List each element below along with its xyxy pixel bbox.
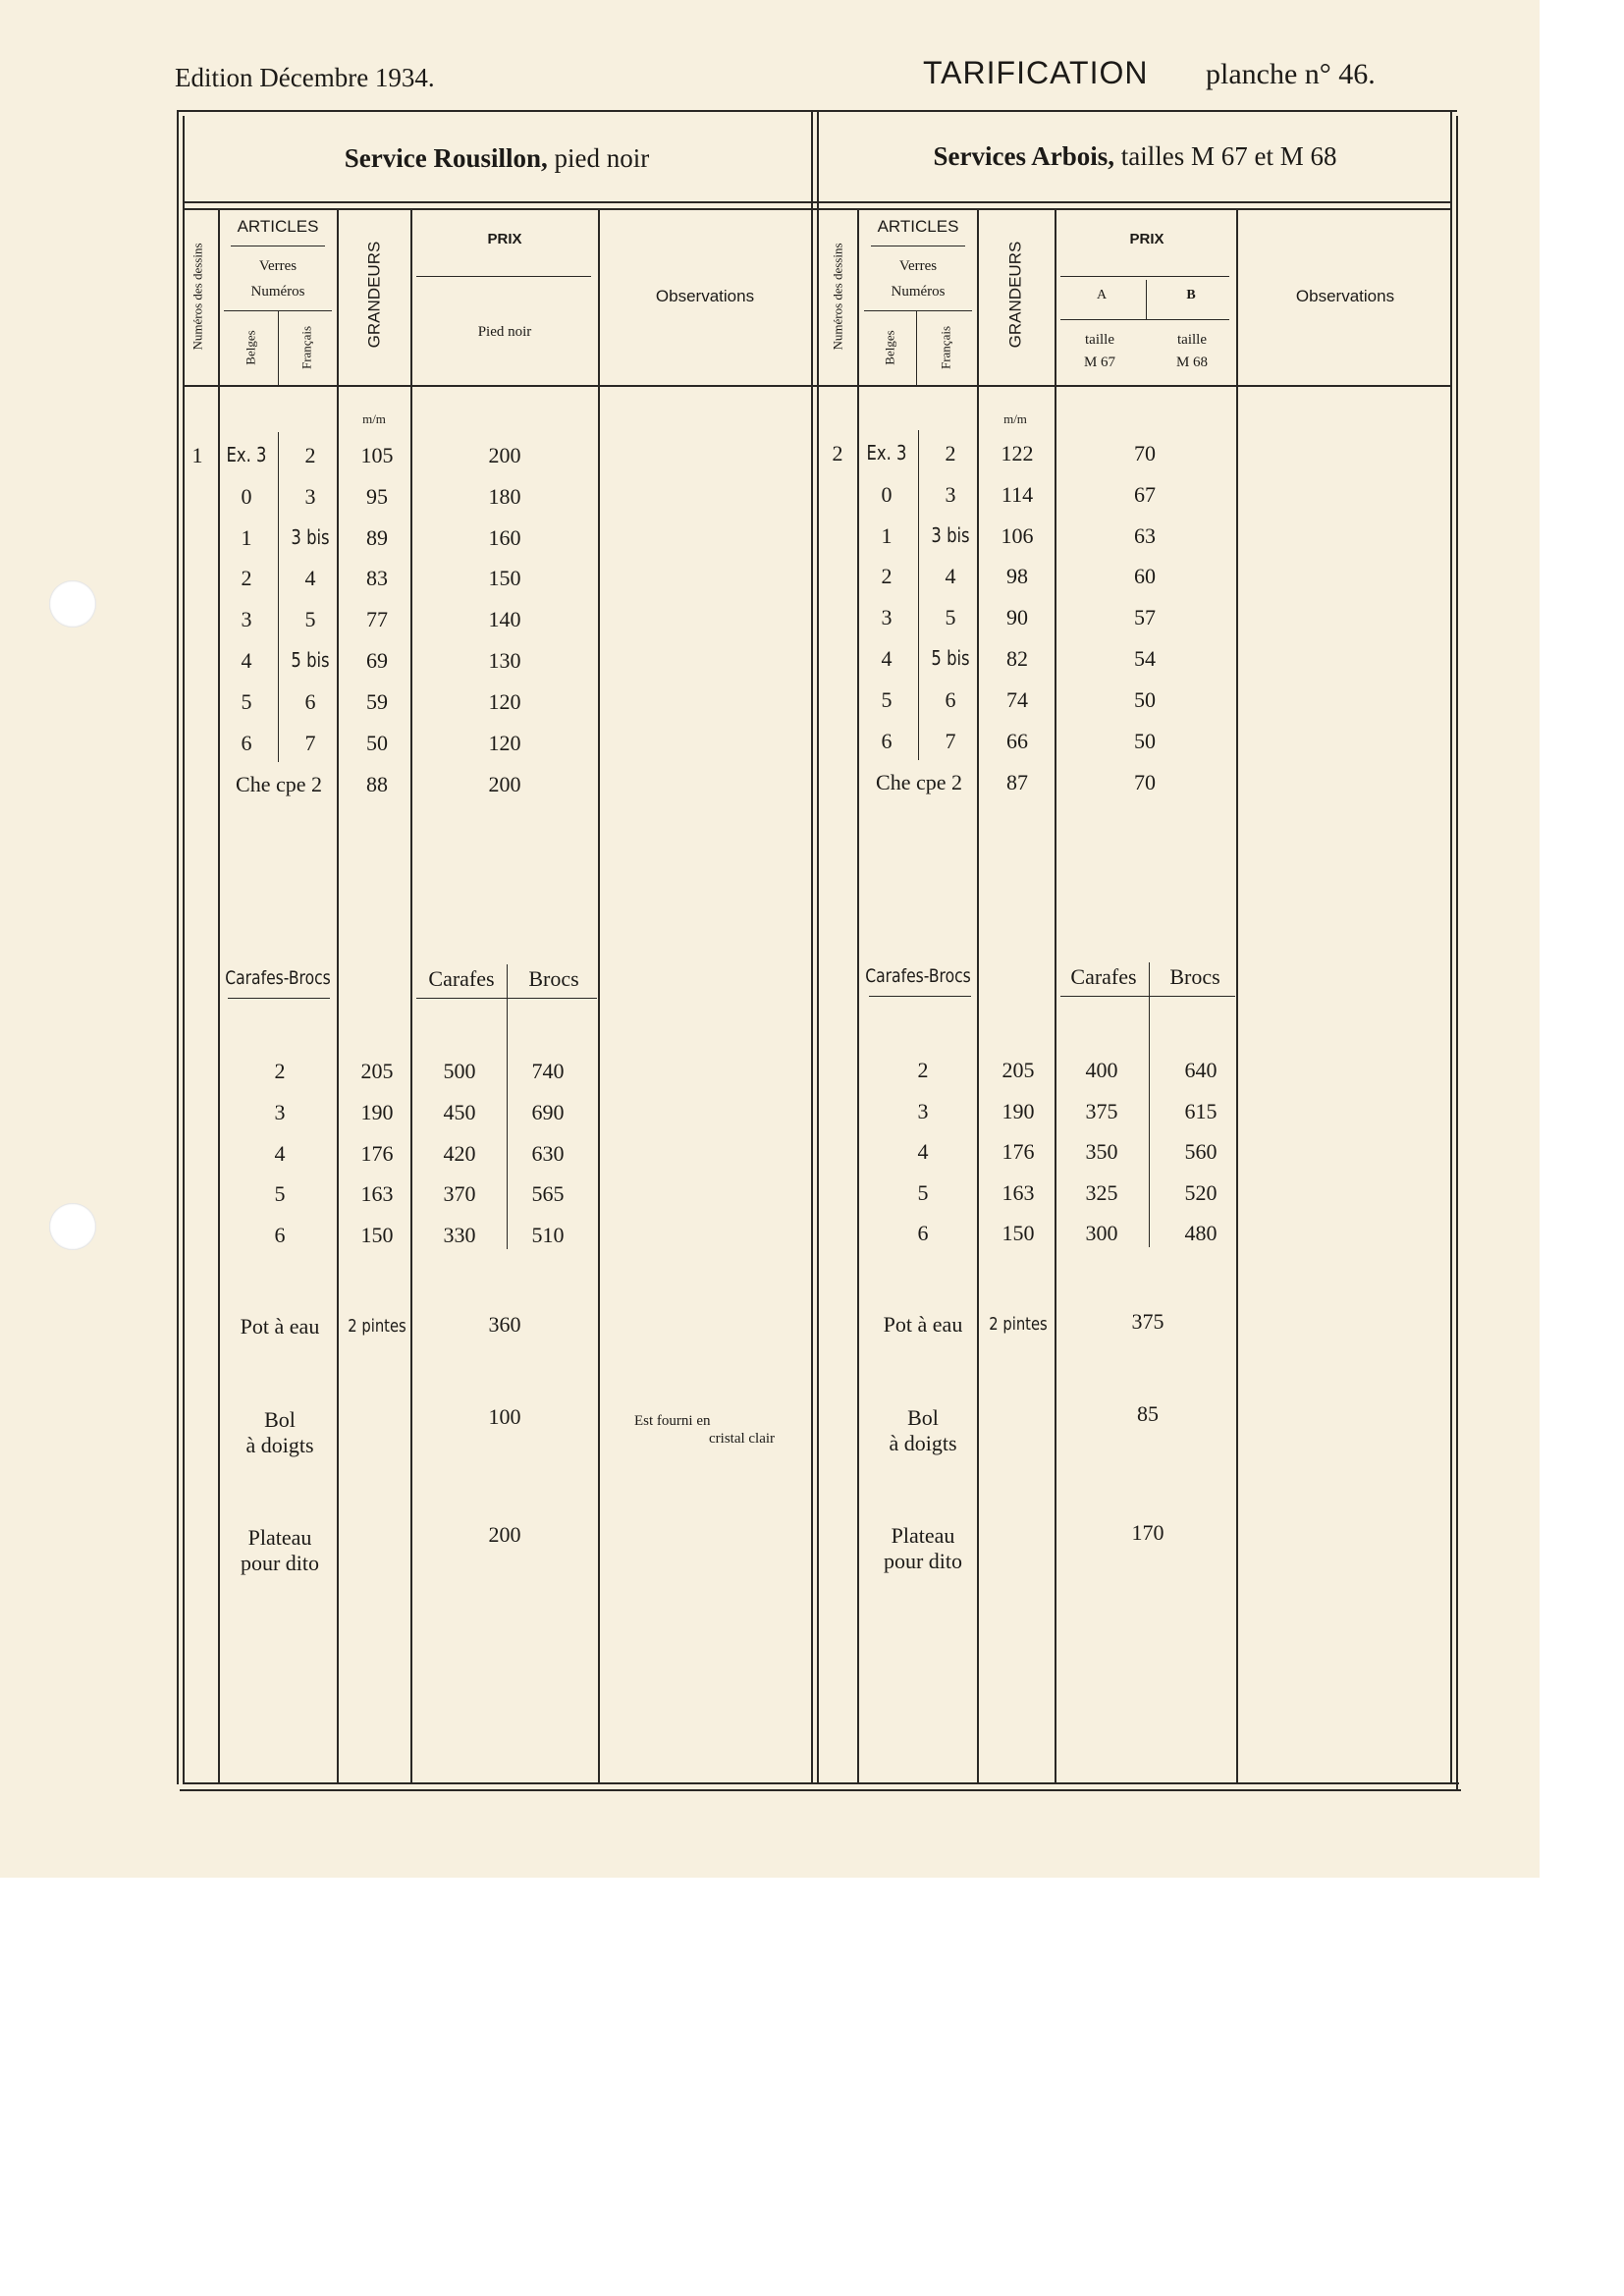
carafe-number: 4 bbox=[917, 1139, 929, 1164]
francais-number: 7 bbox=[945, 728, 956, 753]
grandeur-value: 98 bbox=[1006, 564, 1028, 589]
broc-prix: 615 bbox=[1184, 1098, 1218, 1123]
francais-number: 4 bbox=[304, 566, 316, 591]
carafe-prix: 400 bbox=[1085, 1058, 1118, 1082]
champagne-grandeur: 87 bbox=[1006, 770, 1028, 794]
bol-label-line1: Bol bbox=[264, 1407, 296, 1432]
section-title-arbois: Services Arbois, tailles M 67 et M 68 bbox=[933, 141, 1337, 171]
prix-value: 180 bbox=[488, 483, 521, 509]
header-pied-noir: Pied noir bbox=[477, 324, 532, 340]
francais-number: 2 bbox=[304, 443, 316, 467]
francais-number: 3 bbox=[304, 483, 316, 509]
pot-label: Pot à eau bbox=[240, 1314, 320, 1339]
grandeur-value: 77 bbox=[366, 607, 388, 632]
prix-value: 140 bbox=[488, 607, 521, 632]
header-numeros: Numéros bbox=[250, 284, 305, 300]
belge-number: 2 bbox=[881, 564, 893, 589]
bol-label-line2: à doigts bbox=[889, 1431, 957, 1455]
grandeur-value: 59 bbox=[366, 688, 388, 714]
grandeur-value: 122 bbox=[1001, 441, 1034, 465]
grandeur-value: 74 bbox=[1006, 686, 1028, 712]
prix-value: 120 bbox=[488, 688, 521, 714]
header-price-b: B bbox=[1186, 288, 1196, 302]
header-taille-b: taille bbox=[1177, 332, 1207, 348]
grandeur-value: 190 bbox=[360, 1099, 394, 1124]
grandeur-value: 95 bbox=[366, 483, 388, 509]
plateau-label-line2: pour dito bbox=[883, 1549, 963, 1573]
grandeur-value: 205 bbox=[360, 1059, 394, 1083]
unit-mm: m/m bbox=[362, 411, 386, 426]
header-grandeurs: GRANDEURS bbox=[1005, 241, 1025, 349]
plateau-prix: 200 bbox=[488, 1522, 521, 1547]
punch-hole-top bbox=[49, 580, 96, 628]
carafe-number: 4 bbox=[274, 1140, 286, 1166]
header-belges: Belges bbox=[882, 330, 897, 365]
belge-number: 3 bbox=[241, 607, 252, 632]
bol-label-line1: Bol bbox=[907, 1405, 939, 1430]
header-prix: PRIX bbox=[487, 231, 522, 247]
carafes-column-label: Carafes bbox=[428, 966, 495, 991]
francais-number: 3 bbox=[945, 481, 956, 507]
prix-value: 150 bbox=[488, 566, 521, 591]
belge-number: 2 bbox=[241, 566, 252, 591]
unit-mm: m/m bbox=[1003, 411, 1027, 426]
carafe-number: 6 bbox=[917, 1221, 929, 1245]
prix-value: 63 bbox=[1134, 522, 1156, 548]
prix-value: 160 bbox=[488, 524, 521, 550]
carafe-number: 5 bbox=[274, 1181, 286, 1207]
champagne-prix: 70 bbox=[1134, 770, 1156, 794]
grandeur-value: 150 bbox=[360, 1223, 394, 1248]
carafe-number: 3 bbox=[274, 1099, 286, 1124]
grandeur-value: 66 bbox=[1006, 728, 1028, 753]
grandeur-value: 176 bbox=[360, 1140, 394, 1166]
header-numeros: Numéros bbox=[891, 284, 946, 300]
pot-size: 2 pintes bbox=[348, 1316, 406, 1337]
carafe-prix: 325 bbox=[1085, 1179, 1118, 1205]
prix-value: 50 bbox=[1134, 728, 1156, 753]
francais-number: 4 bbox=[945, 564, 956, 589]
grandeur-value: 150 bbox=[1001, 1221, 1035, 1245]
grandeur-value: 190 bbox=[1001, 1098, 1035, 1123]
carafe-prix: 300 bbox=[1085, 1221, 1118, 1245]
header-prix: PRIX bbox=[1129, 231, 1164, 247]
header-numeros-dessins: Numéros des dessins bbox=[189, 243, 205, 351]
pot-prix: 360 bbox=[488, 1312, 521, 1337]
broc-prix: 520 bbox=[1184, 1179, 1218, 1205]
header-grandeurs: GRANDEURS bbox=[364, 241, 384, 349]
prix-value: 50 bbox=[1134, 686, 1156, 712]
header-observations: Observations bbox=[1295, 287, 1395, 305]
header-francais: Français bbox=[938, 325, 953, 370]
belge-number: 6 bbox=[881, 728, 893, 753]
grandeur-value: 176 bbox=[1001, 1139, 1035, 1164]
grandeur-value: 89 bbox=[366, 524, 388, 550]
section-title-rousillon: Service Rousillon, pied noir bbox=[344, 143, 650, 173]
carafe-prix: 420 bbox=[443, 1140, 476, 1166]
belge-number: 5 bbox=[241, 688, 252, 714]
carafe-prix: 375 bbox=[1085, 1098, 1118, 1123]
header-verres: Verres bbox=[258, 258, 298, 274]
belge-number: 3 bbox=[881, 605, 893, 630]
francais-number: 5 bbox=[304, 607, 316, 632]
francais-number: 5 bis bbox=[931, 646, 970, 670]
francais-number: 2 bbox=[945, 441, 956, 465]
francais-number: 7 bbox=[304, 730, 316, 755]
dessin-number: 2 bbox=[832, 441, 843, 465]
punch-hole-bottom bbox=[49, 1203, 96, 1250]
champagne-label: Che cpe 2 bbox=[876, 770, 962, 794]
header-m67: M 67 bbox=[1083, 355, 1116, 370]
brocs-column-label: Brocs bbox=[1169, 964, 1220, 989]
carafe-number: 2 bbox=[917, 1058, 929, 1082]
bol-label-line2: à doigts bbox=[245, 1433, 314, 1457]
prix-value: 60 bbox=[1134, 564, 1156, 589]
carafe-prix: 370 bbox=[443, 1181, 476, 1207]
prix-value: 130 bbox=[488, 648, 521, 673]
bol-prix: 85 bbox=[1137, 1401, 1159, 1426]
carafe-number: 6 bbox=[274, 1223, 286, 1248]
header-price-a: A bbox=[1096, 288, 1108, 302]
broc-prix: 510 bbox=[531, 1223, 565, 1248]
belge-number: 4 bbox=[881, 646, 893, 671]
belge-number: 4 bbox=[241, 648, 252, 673]
broc-prix: 480 bbox=[1184, 1221, 1218, 1245]
belge-number: 1 bbox=[241, 524, 252, 550]
francais-number: 3 bis bbox=[931, 522, 970, 547]
broc-prix: 565 bbox=[531, 1181, 565, 1207]
champagne-prix: 200 bbox=[488, 772, 521, 796]
header-belges: Belges bbox=[243, 330, 258, 365]
plateau-prix: 170 bbox=[1131, 1520, 1164, 1545]
prix-value: 54 bbox=[1134, 646, 1156, 671]
planche-number: planche n° 46. bbox=[1206, 58, 1376, 90]
carafe-number: 2 bbox=[274, 1059, 286, 1083]
grandeur-value: 90 bbox=[1006, 605, 1028, 630]
plateau-label-line2: pour dito bbox=[240, 1551, 320, 1575]
belge-number: Ex. 3 bbox=[226, 443, 267, 466]
francais-number: 6 bbox=[945, 686, 956, 712]
header-numeros-dessins: Numéros des dessins bbox=[830, 243, 845, 351]
francais-number: 3 bis bbox=[291, 524, 330, 549]
belge-number: Ex. 3 bbox=[866, 441, 907, 465]
plateau-label-line1: Plateau bbox=[247, 1525, 312, 1550]
tarification-title: TARIFICATION bbox=[923, 55, 1149, 90]
grandeur-value: 114 bbox=[1001, 481, 1034, 507]
belge-number: 0 bbox=[881, 481, 893, 507]
prix-value: 70 bbox=[1134, 441, 1156, 465]
grandeur-value: 163 bbox=[1001, 1179, 1035, 1205]
plateau-label-line1: Plateau bbox=[891, 1523, 955, 1548]
broc-prix: 560 bbox=[1184, 1139, 1218, 1164]
carafe-prix: 330 bbox=[443, 1223, 476, 1248]
broc-prix: 740 bbox=[531, 1059, 565, 1083]
carafe-prix: 350 bbox=[1085, 1139, 1118, 1164]
broc-prix: 640 bbox=[1184, 1058, 1218, 1082]
prix-value: 57 bbox=[1134, 605, 1156, 630]
header-m68: M 68 bbox=[1175, 355, 1209, 370]
francais-number: 5 bbox=[945, 605, 956, 630]
header-francais: Français bbox=[298, 325, 314, 370]
bol-prix: 100 bbox=[488, 1404, 521, 1429]
champagne-label: Che cpe 2 bbox=[236, 772, 322, 796]
edition-date: Edition Décembre 1934. bbox=[175, 63, 435, 92]
champagne-grandeur: 88 bbox=[366, 772, 388, 796]
belge-number: 6 bbox=[241, 730, 252, 755]
francais-number: 5 bis bbox=[291, 648, 330, 672]
carafe-prix: 450 bbox=[443, 1099, 476, 1124]
grandeur-value: 106 bbox=[1001, 522, 1034, 548]
header-observations: Observations bbox=[655, 287, 755, 305]
broc-prix: 690 bbox=[531, 1099, 565, 1124]
prix-value: 120 bbox=[488, 730, 521, 755]
belge-number: 0 bbox=[241, 483, 252, 509]
carafe-prix: 500 bbox=[443, 1059, 476, 1083]
header-verres: Verres bbox=[898, 258, 938, 274]
pot-prix: 375 bbox=[1131, 1309, 1164, 1334]
dessin-number: 1 bbox=[191, 443, 203, 467]
belge-number: 1 bbox=[881, 522, 893, 548]
header-taille-a: taille bbox=[1085, 332, 1114, 348]
grandeur-value: 82 bbox=[1006, 646, 1028, 671]
grandeur-value: 105 bbox=[360, 443, 394, 467]
carafe-number: 3 bbox=[917, 1098, 929, 1123]
carafes-brocs-label: Carafes-Brocs bbox=[225, 967, 331, 989]
grandeur-value: 205 bbox=[1001, 1058, 1035, 1082]
belge-number: 5 bbox=[881, 686, 893, 712]
broc-prix: 630 bbox=[531, 1140, 565, 1166]
prix-value: 67 bbox=[1134, 481, 1156, 507]
carafe-number: 5 bbox=[917, 1179, 929, 1205]
carafes-column-label: Carafes bbox=[1070, 964, 1137, 989]
prix-value: 200 bbox=[488, 443, 521, 467]
grandeur-value: 69 bbox=[366, 648, 388, 673]
bol-observation-line1: Est fourni en bbox=[634, 1413, 711, 1429]
carafes-brocs-label: Carafes-Brocs bbox=[865, 965, 971, 987]
grandeur-value: 50 bbox=[366, 730, 388, 755]
header-articles: ARTICLES bbox=[237, 217, 319, 236]
brocs-column-label: Brocs bbox=[528, 966, 579, 991]
header-articles: ARTICLES bbox=[877, 217, 959, 236]
grandeur-value: 163 bbox=[360, 1181, 394, 1207]
bol-observation-line2: cristal clair bbox=[709, 1431, 776, 1447]
francais-number: 6 bbox=[304, 688, 316, 714]
grandeur-value: 83 bbox=[366, 566, 388, 591]
pot-label: Pot à eau bbox=[883, 1312, 963, 1337]
pot-size: 2 pintes bbox=[989, 1314, 1048, 1335]
